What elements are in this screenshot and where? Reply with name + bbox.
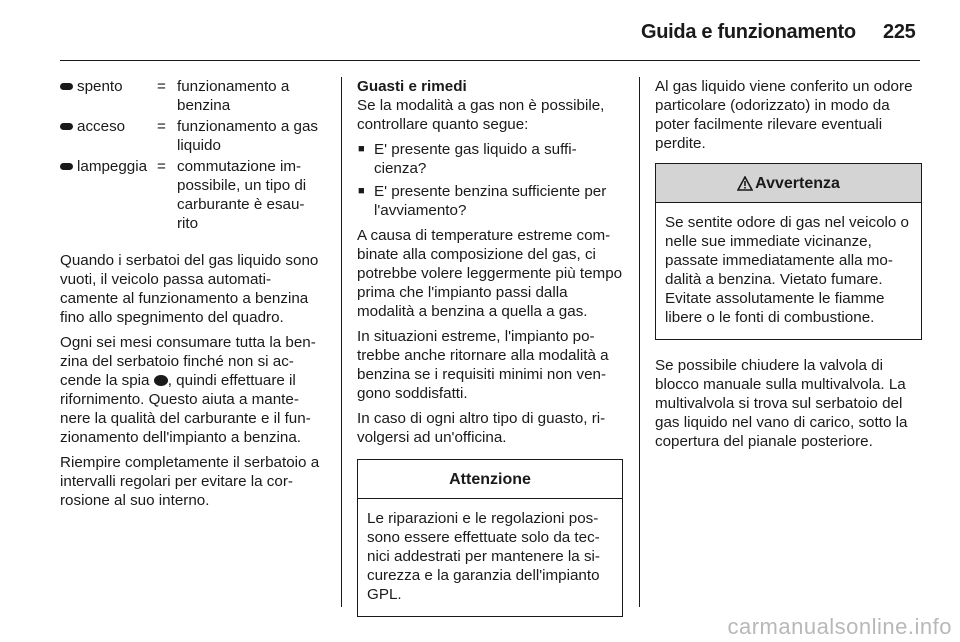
warning-header <box>656 164 921 203</box>
lamp-dot-icon <box>154 375 168 386</box>
lamp-pill-icon <box>60 157 77 233</box>
watermark: carmanualsonline.info <box>727 614 952 639</box>
paragraph: In caso di ogni altro tipo di guasto, ri-volgersi ad un'officina. <box>357 410 606 446</box>
indicator-meaning: funzionamento a benzina <box>177 78 290 114</box>
paragraph: A causa di temperature estreme com-binate alla composizione del gas, ci potrebbe volere leggermente più tempo prima che l'impianto passi dalla modalità a benzina a quella a gas. <box>357 227 623 320</box>
paragraph: In situazioni estreme, l'impianto po-trebbe anche ritornare alla modalità a benzina se i requisiti minimi non ven-gono soddisfatti. <box>357 328 609 402</box>
paragraph: Al gas liquido viene conferito un odore particolare (odorizzato) in modo da poter facilmente rilevare eventuali perdite. <box>655 78 913 152</box>
paragraph: Se la modalità a gas non è possibile, controllare quanto segue: <box>357 97 605 133</box>
column-left <box>60 77 324 516</box>
warning-title: Avvertenza <box>755 174 840 192</box>
column-divider <box>341 77 342 607</box>
column-right <box>655 77 922 457</box>
checklist <box>357 140 623 220</box>
paragraph: Se possibile chiudere la valvola di blocco manuale sulla multivalvola. La multivalvola si trova sul serbatoio del gas liquido nel vano di carico, sotto la copertura del pianale posteriore. <box>655 357 908 450</box>
caution-text: Le riparazioni e le regolazioni pos-sono essere effettuate solo da tec-nici addestrati per mantenere la si-curezza e la garanzia dell'impianto GPL. <box>367 510 600 603</box>
lamp-pill-icon <box>60 77 77 115</box>
lamp-pill-icon <box>60 117 77 155</box>
indicator-row <box>60 157 324 233</box>
page-number: 225 <box>883 21 916 43</box>
page-header <box>0 0 960 62</box>
list-item: ■ E' presente gas liquido a suffi-cienza? <box>357 140 623 178</box>
indicator-meaning: commutazione im-possibile, un tipo di carburante è esau-rito <box>177 158 307 232</box>
section-title: Guida e funzionamento <box>641 21 856 43</box>
list-item: ■ E' presente benzina sufficiente per l'avviamento? <box>357 182 623 220</box>
section-heading: Guasti e rimedi <box>357 78 467 95</box>
indicator-meaning: funzionamento a gas liquido <box>177 118 319 154</box>
indicator-state: lampeggia <box>77 158 148 175</box>
warning-triangle-icon <box>737 176 753 191</box>
warning-text: Se sentite odore di gas nel veicolo o nelle sue immediate vicinanze, passate immediatamente alla mo-dalità a benzina. Vietato fumare. Evitate assolutamente le fiamme libere o le fonti di combustione. <box>665 214 910 326</box>
indicator-equals: = <box>157 78 166 95</box>
paragraph: Ogni sei mesi consumare tutta la ben-zina del serbatoio finché non si ac-cende la spia , quindi effettuare il rifornimento. Questo aiuta a mante-nere la qualità del carburante e il fun-zionamento dell'impianto a benzina. <box>60 334 316 446</box>
indicator-equals: = <box>157 158 166 175</box>
column-middle <box>357 77 623 617</box>
indicator-equals: = <box>157 118 166 135</box>
paragraph: Riempire completamente il serbatoio a intervalli regolari per evitare la cor-rosione al suo interno. <box>60 454 320 509</box>
indicator-row <box>60 77 324 115</box>
indicator-row <box>60 117 324 155</box>
indicator-state: acceso <box>77 118 126 135</box>
caution-box <box>357 459 623 617</box>
indicator-state: spento <box>77 78 123 95</box>
column-divider <box>639 77 640 607</box>
warning-box <box>655 163 922 340</box>
caution-title: Attenzione <box>358 460 622 499</box>
paragraph: Quando i serbatoi del gas liquido sono vuoti, il veicolo passa automati-camente al funzionamento a benzina fino allo spegnimento del quadro. <box>60 252 319 326</box>
header-divider <box>60 60 920 61</box>
